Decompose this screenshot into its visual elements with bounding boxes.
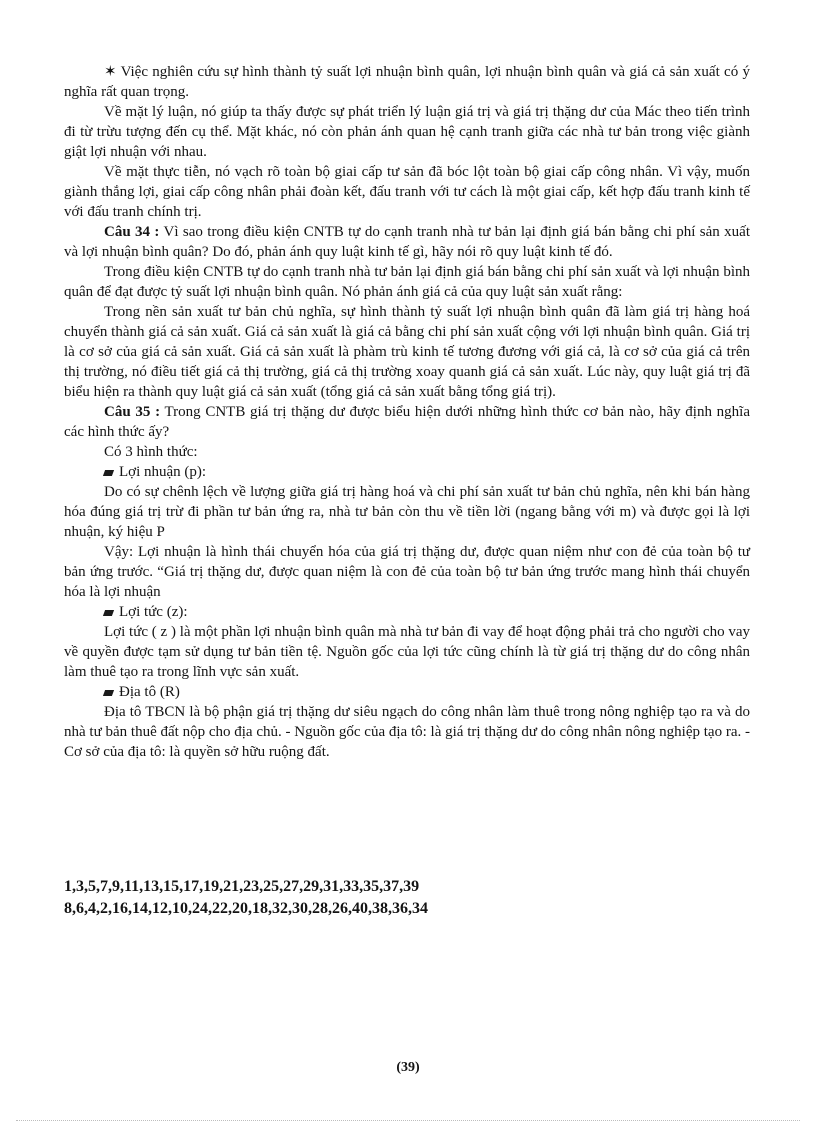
number-sequences — [64, 876, 750, 920]
forms-intro: Có 3 hình thức: — [104, 444, 198, 460]
star-icon: ✶ — [104, 64, 117, 80]
question-34: Câu 34 : Vì sao trong điều kiện CNTB tự do cạnh tranh nhà tư bản lại định giá bán bằng chi phí sản xuất và lợi nhuận bình quân? Do đó, phản ánh quy luật kinh tế gì, hãy nói rõ quy luật kinh tế đó. — [64, 224, 751, 260]
question-35: Câu 35 : Trong CNTB giá trị thặng dư được biểu hiện dưới những hình thức cơ bản nào, hãy định nghĩa các hình thức ấy? — [64, 404, 750, 440]
intro-paragraph: ✶ Việc nghiên cứu sự hình thành tỷ suất lợi nhuận bình quân, lợi nhuận bình quân và giá cả sản xuất có ý nghĩa rất quan trọng. — [64, 64, 750, 100]
practice-paragraph: Về mặt thực tiễn, nó vạch rõ toàn bộ giai cấp tư sản đã bóc lột toàn bộ giai cấp công nhân. Vì vậy, muốn giành thắng lợi, giai cấp công nhân phải đoàn kết, đấu tranh với tư cách là một giai cấp, kết hợp đấu tranh kinh tế với đấu tranh chính trị. — [64, 164, 750, 220]
page-content — [64, 62, 750, 762]
profit-summary: Vậy: Lợi nhuận là hình thái chuyển hóa của giá trị thặng dư, được quan niệm như con đẻ của toàn bộ tư bản ứng trước. “Giá trị thặng dư, được quan niệm là con đẻ của toàn bộ tư bản ứng trước mang hình thái chuyển hóa là lợi nhuận — [64, 544, 750, 600]
odd-sequence: 1,3,5,7,9,11,13,15,17,19,21,23,25,27,29,31,33,35,37,39 — [64, 878, 420, 895]
rent-paragraph: Địa tô TBCN là bộ phận giá trị thặng dư siêu ngạch do công nhân làm thuê trong nông nghiệp tạo ra và do nhà tư bản thuê đất nộp cho địa chủ. - Nguồn gốc của địa tô: là giá trị thặng dư do công nhân nông nghiệp tạo ra. - Cơ sở của địa tô: là quyền sở hữu ruộng đất. — [64, 704, 750, 760]
profit-paragraph: Do có sự chênh lệch về lượng giữa giá trị hàng hoá và chi phí sản xuất tư bản chủ nghĩa, nên khi bán hàng hóa đúng giá trị trừ đi phần tư bản ứng ra, nhà tư bản còn thu về tiền lời (ngang bằng với m) và được gọi là lợi nhuận, ký hiệu P — [64, 484, 750, 540]
bullet-icon — [103, 610, 114, 616]
bullet-icon — [103, 690, 114, 696]
footer-divider — [16, 1120, 800, 1121]
rent-heading: Địa tô (R) — [64, 682, 750, 702]
interest-paragraph: Lợi tức ( z ) là một phần lợi nhuận bình quân mà nhà tư bản đi vay để hoạt động phải trả cho người cho vay về quyền được tạm sử dụng tư bản tiền tệ. Nguồn gốc của lợi tức cũng chính là từ giá trị thặng dư do công nhân làm thuê tạo ra trong lĩnh vực sản xuất. — [64, 624, 750, 680]
answer-34-paragraph-1: Trong điều kiện CNTB tự do cạnh tranh nhà tư bản lại định giá bán bằng chi phí sản xuất và lợi nhuận bình quân để đạt được tỷ suất lợi nhuận bình quân. Nó phản ánh giá cả của quy luật sản xuất rằng: — [64, 264, 750, 300]
page-number: (39) — [396, 1060, 420, 1075]
profit-heading: Lợi nhuận (p): — [64, 462, 750, 482]
question-34-label: Câu 34 : — [104, 224, 160, 240]
question-35-label: Câu 35 : — [104, 404, 161, 420]
bullet-icon — [103, 470, 114, 476]
answer-34-paragraph-2: Trong nền sản xuất tư bản chủ nghĩa, sự hình thành tỷ suất lợi nhuận bình quân đã làm giá trị hàng hoá chuyển thành giá cả sản xuất. Giá cả sản xuất là giá cả bằng chi phí sản xuất cộng với lợi nhuận bình quân. Giá trị là cơ sở của giá cả sản xuất. Giá cả sản xuất là phàm trù kinh tế tương đương với giá cả, là cơ sở của giá cả trên thị trường, nó điều tiết giá cả thị trường, giá cả thị trường xoay quanh giá cả sản xuất. Lúc này, quy luật giá trị đã biểu hiện ra thành quy luật giá cả sản xuất (tổng giá cả sản xuất bằng tổng giá trị). — [64, 304, 750, 400]
even-sequence: 8,6,4,2,16,14,12,10,24,22,20,18,32,30,28,26,40,38,36,34 — [64, 900, 428, 917]
theory-paragraph: Về mặt lý luận, nó giúp ta thấy được sự phát triển lý luận giá trị và giá trị thặng dư của Mác theo tiến trình đi từ trừu tượng đến cụ thể. Mặt khác, nó còn phản ánh quan hệ cạnh tranh giữa các nhà tư bản trong việc giành giật lợi nhuận với nhau. — [64, 104, 750, 160]
interest-heading: Lợi tức (z): — [64, 602, 750, 622]
